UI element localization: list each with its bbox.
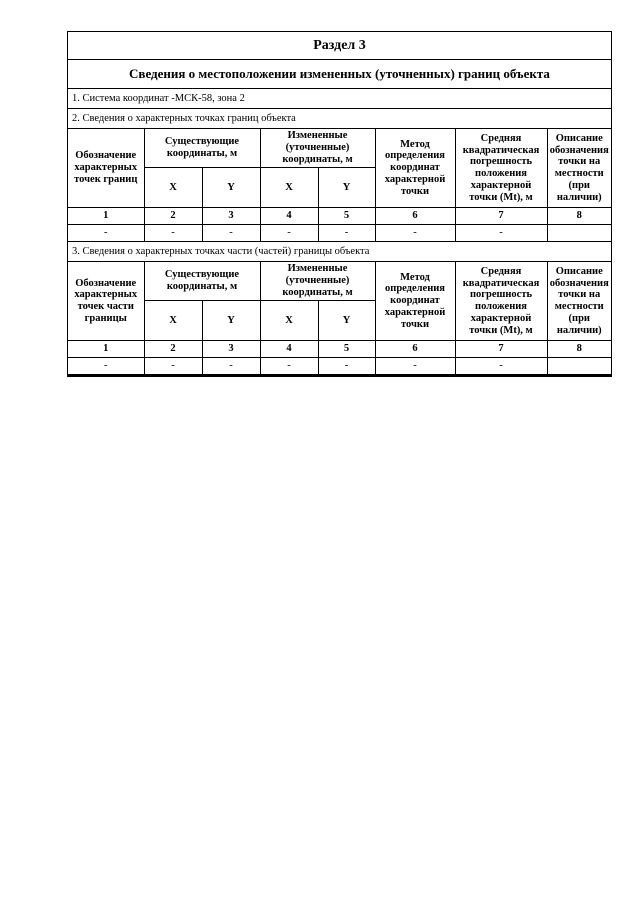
table-cell: - bbox=[260, 225, 318, 242]
header-changed-coordinates: Измененные (уточненные) координаты, м bbox=[260, 129, 375, 168]
header-changed-y: Y bbox=[318, 168, 375, 208]
table-cell: - bbox=[202, 358, 260, 375]
column-number: 4 bbox=[260, 341, 318, 358]
table-cell bbox=[547, 225, 611, 242]
column-number: 8 bbox=[547, 341, 611, 358]
header-method: Метод определения координат характерной точки bbox=[375, 262, 455, 341]
column-number: 4 bbox=[260, 208, 318, 225]
header-description: Описание обозначения точки на местности (при наличии) bbox=[547, 129, 611, 208]
header-existing-x: X bbox=[144, 301, 202, 341]
header-designation: Обозначение характерных точек части границы bbox=[68, 262, 144, 341]
header-existing-coordinates: Существующие координаты, м bbox=[144, 262, 260, 301]
header-row bbox=[68, 129, 611, 168]
column-number-row bbox=[68, 208, 611, 225]
column-number-row bbox=[68, 341, 611, 358]
column-number: 6 bbox=[375, 208, 455, 225]
table-cell: - bbox=[144, 225, 202, 242]
column-number: 5 bbox=[318, 208, 375, 225]
header-mean-error: Средняя квадратическая погрешность положения характерной точки (Mt), м bbox=[455, 262, 547, 341]
column-number: 1 bbox=[68, 208, 144, 225]
table-cell: - bbox=[202, 225, 260, 242]
block3-title: 3. Сведения о характерных точках части (частей) границы объекта bbox=[68, 242, 611, 262]
column-number: 7 bbox=[455, 341, 547, 358]
header-method: Метод определения координат характерной точки bbox=[375, 129, 455, 208]
header-existing-coordinates: Существующие координаты, м bbox=[144, 129, 260, 168]
table-cell: - bbox=[144, 358, 202, 375]
section-subtitle: Сведения о местоположении измененных (уточненных) границ объекта bbox=[68, 60, 611, 89]
table-cell bbox=[547, 358, 611, 375]
coordinate-system-line: 1. Система координат -МСК-58, зона 2 bbox=[68, 89, 611, 109]
column-number: 1 bbox=[68, 341, 144, 358]
header-changed-x: X bbox=[260, 168, 318, 208]
header-existing-y: Y bbox=[202, 168, 260, 208]
column-number: 6 bbox=[375, 341, 455, 358]
column-number: 2 bbox=[144, 341, 202, 358]
table-cell: - bbox=[68, 225, 144, 242]
header-changed-coordinates: Измененные (уточненные) координаты, м bbox=[260, 262, 375, 301]
table-cell: - bbox=[375, 358, 455, 375]
table-row bbox=[68, 225, 611, 242]
part-boundary-points-table bbox=[68, 262, 611, 375]
column-number: 3 bbox=[202, 208, 260, 225]
section-frame bbox=[67, 31, 612, 377]
column-number: 8 bbox=[547, 208, 611, 225]
header-existing-y: Y bbox=[202, 301, 260, 341]
column-number: 5 bbox=[318, 341, 375, 358]
header-row bbox=[68, 262, 611, 301]
header-changed-y: Y bbox=[318, 301, 375, 341]
header-existing-x: X bbox=[144, 168, 202, 208]
boundary-points-table bbox=[68, 129, 611, 242]
header-designation: Обозначение характерных точек границ bbox=[68, 129, 144, 208]
table-cell: - bbox=[260, 358, 318, 375]
table-row bbox=[68, 358, 611, 375]
block2-title: 2. Сведения о характерных точках границ объекта bbox=[68, 109, 611, 129]
table-cell: - bbox=[375, 225, 455, 242]
table-cell: - bbox=[318, 225, 375, 242]
header-description: Описание обозначения точки на местности (при наличии) bbox=[547, 262, 611, 341]
header-mean-error: Средняя квадратическая погрешность положения характерной точки (Mt), м bbox=[455, 129, 547, 208]
column-number: 2 bbox=[144, 208, 202, 225]
table-cell: - bbox=[455, 358, 547, 375]
table-cell: - bbox=[318, 358, 375, 375]
section-title: Раздел 3 bbox=[68, 32, 611, 60]
column-number: 7 bbox=[455, 208, 547, 225]
table-cell: - bbox=[455, 225, 547, 242]
column-number: 3 bbox=[202, 341, 260, 358]
header-changed-x: X bbox=[260, 301, 318, 341]
table-cell: - bbox=[68, 358, 144, 375]
